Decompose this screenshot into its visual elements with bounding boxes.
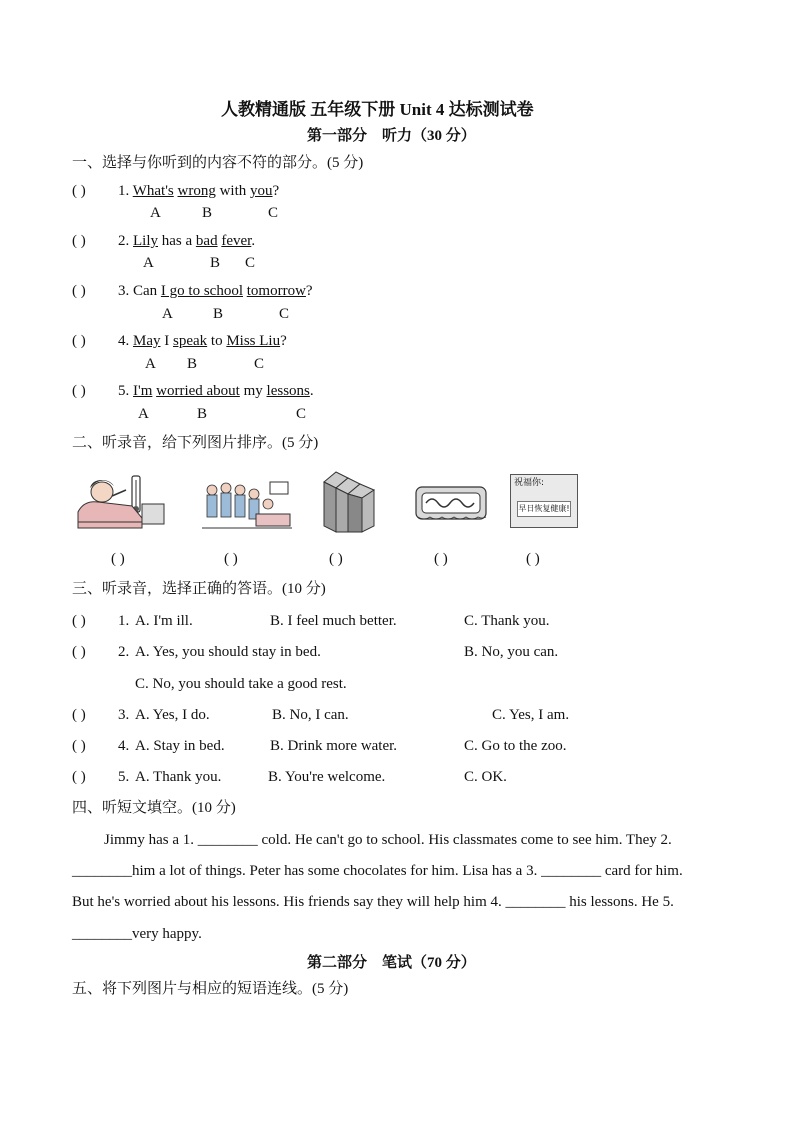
page-title: 人教精通版 五年级下册 Unit 4 达标测试卷	[221, 100, 534, 119]
option-b: B. Drink more water.	[270, 738, 398, 754]
item-number: 2.	[118, 644, 130, 660]
picture-3-bracket[interactable]: ( )	[329, 551, 343, 567]
section-1-heading: 一、选择与你听到的内容不符的部分。(5 分)	[72, 155, 364, 171]
plain-text: to	[207, 333, 227, 349]
label-c: C	[254, 356, 265, 372]
picture-5-bracket[interactable]: ( )	[526, 551, 540, 567]
plain-text: Can	[133, 283, 161, 299]
part-b: wrong	[177, 183, 216, 199]
part-b: speak	[173, 333, 208, 349]
plain-text: my	[239, 383, 267, 399]
section-4-heading: 四、听短文填空。(10 分)	[72, 800, 236, 816]
option-a: A. I'm ill.	[135, 613, 193, 629]
answer-bracket[interactable]: ( )	[72, 233, 86, 249]
part-a-b: I go to school	[160, 283, 243, 299]
item-number: 3.	[118, 283, 130, 299]
answer-bracket[interactable]: ( )	[72, 383, 86, 399]
label-b: B	[197, 406, 208, 422]
classmates-visit-image	[200, 478, 294, 530]
part-c: you	[250, 183, 273, 199]
plain-text: has a	[158, 233, 196, 249]
option-c: C. Yes, I am.	[492, 707, 570, 723]
section-5-heading: 五、将下列图片与相应的短语连线。(5 分)	[72, 981, 349, 997]
answer-bracket[interactable]: ( )	[72, 644, 86, 660]
item-number: 2.	[118, 233, 130, 249]
chocolate-box-image	[414, 483, 488, 523]
punctuation: ?	[272, 183, 280, 199]
section-2-heading: 二、听录音，给下列图片排序。(5 分)	[72, 435, 319, 451]
answer-bracket[interactable]: ( )	[72, 613, 86, 629]
punctuation: ?	[280, 333, 287, 349]
part-c: Miss Liu	[226, 333, 281, 349]
plain-text: I	[160, 333, 173, 349]
item-number: 5.	[118, 383, 130, 399]
option-b: B. No, I can.	[272, 707, 349, 723]
q1-sentence	[118, 182, 279, 200]
picture-1-bracket[interactable]: ( )	[111, 551, 125, 567]
option-c: C. Go to the zoo.	[464, 738, 567, 754]
part-a: Lily	[133, 233, 158, 249]
part-c: tomorrow	[246, 283, 306, 299]
option-b: B. You're welcome.	[268, 769, 386, 785]
item-number: 1.	[118, 183, 130, 199]
label-a: A	[162, 306, 173, 322]
part-a: What's	[132, 183, 174, 199]
part-c: fever	[221, 233, 252, 249]
item-number: 4.	[118, 738, 130, 754]
item-number: 5.	[118, 769, 130, 785]
part-a: May	[133, 333, 161, 349]
label-b: B	[202, 205, 213, 221]
part-b: worried about	[156, 383, 240, 399]
label-a: A	[150, 205, 161, 221]
option-c: C. OK.	[464, 769, 507, 785]
answer-bracket[interactable]: ( )	[72, 769, 86, 785]
part-b: bad	[195, 233, 218, 249]
sick-in-bed-image	[74, 470, 166, 532]
q1-sentence	[118, 282, 313, 300]
part1-heading: 第一部分 听力（30 分）	[307, 128, 476, 144]
answer-bracket[interactable]: ( )	[72, 183, 86, 199]
part2-heading: 第二部分 笔试（70 分）	[307, 955, 476, 971]
punctuation: .	[251, 233, 256, 249]
answer-bracket[interactable]: ( )	[72, 333, 86, 349]
label-c: C	[268, 205, 279, 221]
option-a: A. Yes, I do.	[135, 707, 210, 723]
label-a: A	[145, 356, 156, 372]
label-b: B	[210, 255, 221, 271]
label-a: A	[138, 406, 149, 422]
get-well-card-image	[510, 474, 578, 528]
label-c: C	[296, 406, 307, 422]
picture-2-bracket[interactable]: ( )	[224, 551, 238, 567]
books-image	[322, 468, 378, 534]
label-c: C	[279, 306, 290, 322]
label-a: A	[143, 255, 154, 271]
passage-line-3: But he's worried about his lessons. His friends say they will help him 4. ________ his lessons. He 5.	[72, 894, 674, 910]
q1-sentence	[118, 232, 255, 250]
item-number: 3.	[118, 707, 130, 723]
option-a: A. Yes, you should stay in bed.	[135, 644, 321, 660]
section-3-heading: 三、听录音，选择正确的答语。(10 分)	[72, 581, 326, 597]
part-a: I'm	[133, 383, 153, 399]
card-wish: 早日恢复健康!	[517, 501, 571, 517]
option-b: B. I feel much better.	[270, 613, 397, 629]
option-a: A. Stay in bed.	[135, 738, 225, 754]
q1-sentence	[118, 382, 314, 400]
option-b: B. No, you can.	[464, 644, 559, 660]
punctuation: ?	[305, 283, 313, 299]
option-c: C. No, you should take a good rest.	[135, 676, 347, 692]
answer-bracket[interactable]: ( )	[72, 707, 86, 723]
label-b: B	[187, 356, 198, 372]
plain-text: with	[215, 183, 251, 199]
item-number: 4.	[118, 333, 130, 349]
answer-bracket[interactable]: ( )	[72, 283, 86, 299]
passage-line-1: Jimmy has a 1. ________ cold. He can't go to school. His classmates come to see him. They 2.	[104, 832, 672, 848]
option-c: C. Thank you.	[464, 613, 550, 629]
label-c: C	[245, 255, 256, 271]
passage-line-2: ________him a lot of things. Peter has some chocolates for him. Lisa has a 3. ________ card for him.	[72, 863, 683, 879]
card-greeting: 祝福你:	[514, 478, 545, 488]
punctuation: .	[309, 383, 314, 399]
option-a: A. Thank you.	[135, 769, 222, 785]
answer-bracket[interactable]: ( )	[72, 738, 86, 754]
item-number: 1.	[118, 613, 130, 629]
q1-sentence	[118, 332, 287, 350]
label-b: B	[213, 306, 224, 322]
part-c: lessons	[266, 383, 310, 399]
passage-line-4: ________very happy.	[72, 926, 202, 942]
picture-4-bracket[interactable]: ( )	[434, 551, 448, 567]
